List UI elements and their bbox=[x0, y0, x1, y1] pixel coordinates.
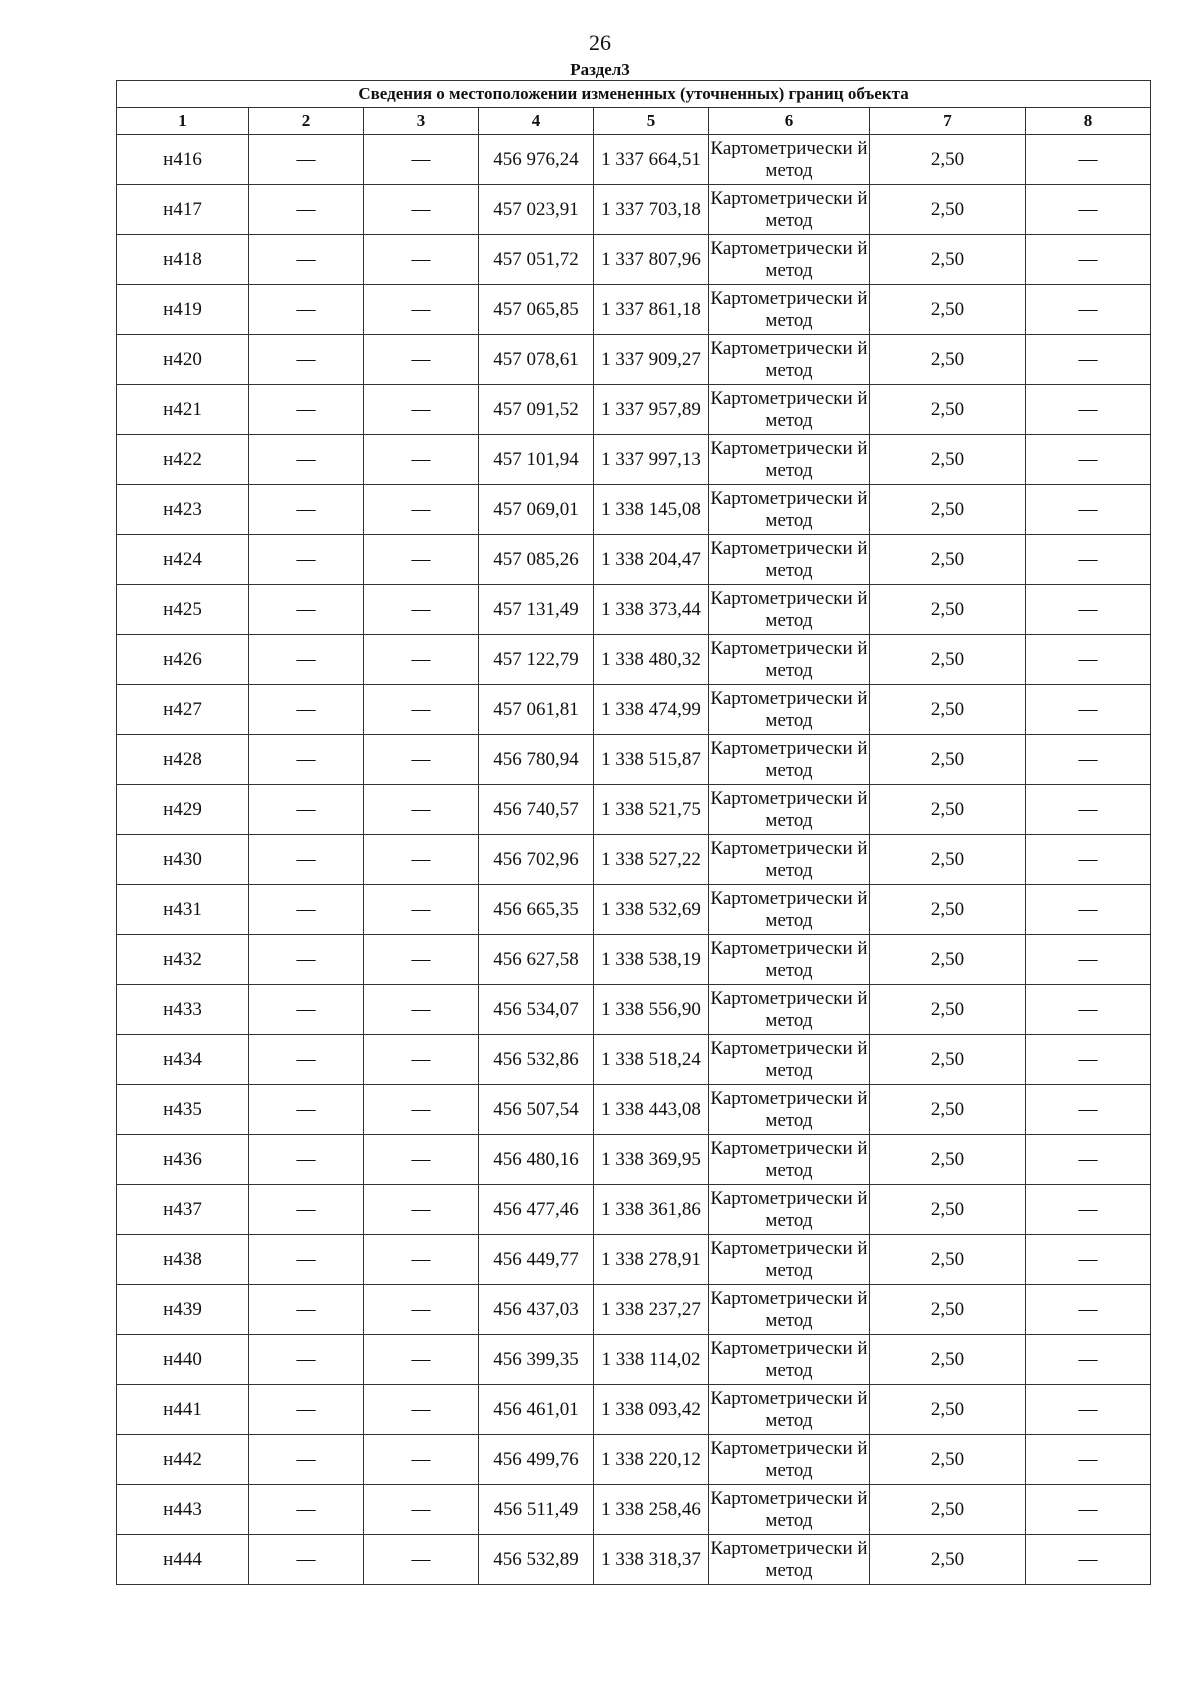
cell-method: Картометрически й метод bbox=[709, 1085, 870, 1135]
cell-accuracy: 2,50 bbox=[870, 1135, 1026, 1185]
cell-col3-value: — bbox=[364, 1285, 479, 1335]
column-number-5: 5 bbox=[594, 108, 709, 135]
cell-col3-value: — bbox=[364, 1385, 479, 1435]
cell-method: Картометрически й метод bbox=[709, 585, 870, 635]
table-row bbox=[117, 1135, 1151, 1185]
table-row bbox=[117, 885, 1151, 935]
cell-y-coordinate: 1 338 532,69 bbox=[594, 885, 709, 935]
cell-y-coordinate: 1 337 807,96 bbox=[594, 235, 709, 285]
cell-point-name: н437 bbox=[117, 1185, 249, 1235]
cell-col3-value: — bbox=[364, 1535, 479, 1585]
table-row bbox=[117, 1235, 1151, 1285]
column-number-3: 3 bbox=[364, 108, 479, 135]
cell-col2-value: — bbox=[249, 435, 364, 485]
cell-method: Картометрически й метод bbox=[709, 335, 870, 385]
cell-col3-value: — bbox=[364, 235, 479, 285]
cell-method: Картометрически й метод bbox=[709, 1435, 870, 1485]
table-row bbox=[117, 385, 1151, 435]
cell-y-coordinate: 1 338 474,99 bbox=[594, 685, 709, 735]
cell-col2-value: — bbox=[249, 1485, 364, 1535]
cell-col8-value: — bbox=[1026, 1185, 1151, 1235]
cell-y-coordinate: 1 338 556,90 bbox=[594, 985, 709, 1035]
cell-col2-value: — bbox=[249, 135, 364, 185]
cell-point-name: н435 bbox=[117, 1085, 249, 1135]
cell-point-name: н436 bbox=[117, 1135, 249, 1185]
cell-accuracy: 2,50 bbox=[870, 1485, 1026, 1535]
cell-x-coordinate: 456 480,16 bbox=[479, 1135, 594, 1185]
cell-method: Картометрически й метод bbox=[709, 985, 870, 1035]
cell-point-name: н417 bbox=[117, 185, 249, 235]
cell-col3-value: — bbox=[364, 985, 479, 1035]
cell-col2-value: — bbox=[249, 785, 364, 835]
cell-col8-value: — bbox=[1026, 485, 1151, 535]
cell-col3-value: — bbox=[364, 1335, 479, 1385]
cell-x-coordinate: 457 065,85 bbox=[479, 285, 594, 335]
cell-y-coordinate: 1 338 518,24 bbox=[594, 1035, 709, 1085]
cell-x-coordinate: 457 023,91 bbox=[479, 185, 594, 235]
cell-col8-value: — bbox=[1026, 1085, 1151, 1135]
cell-y-coordinate: 1 338 114,02 bbox=[594, 1335, 709, 1385]
table-row bbox=[117, 185, 1151, 235]
cell-x-coordinate: 456 665,35 bbox=[479, 885, 594, 935]
cell-y-coordinate: 1 337 703,18 bbox=[594, 185, 709, 235]
cell-col2-value: — bbox=[249, 285, 364, 335]
cell-point-name: н431 bbox=[117, 885, 249, 935]
cell-col8-value: — bbox=[1026, 535, 1151, 585]
cell-col8-value: — bbox=[1026, 135, 1151, 185]
cell-col3-value: — bbox=[364, 735, 479, 785]
cell-method: Картометрически й метод bbox=[709, 1035, 870, 1085]
column-number-1: 1 bbox=[117, 108, 249, 135]
cell-col8-value: — bbox=[1026, 685, 1151, 735]
cell-accuracy: 2,50 bbox=[870, 785, 1026, 835]
cell-method: Картометрически й метод bbox=[709, 685, 870, 735]
cell-point-name: н425 bbox=[117, 585, 249, 635]
cell-y-coordinate: 1 338 373,44 bbox=[594, 585, 709, 635]
cell-point-name: н438 bbox=[117, 1235, 249, 1285]
cell-col2-value: — bbox=[249, 1435, 364, 1485]
cell-col2-value: — bbox=[249, 635, 364, 685]
table-row bbox=[117, 1385, 1151, 1435]
cell-point-name: н429 bbox=[117, 785, 249, 835]
cell-method: Картометрически й метод bbox=[709, 635, 870, 685]
cell-col8-value: — bbox=[1026, 1435, 1151, 1485]
cell-y-coordinate: 1 338 521,75 bbox=[594, 785, 709, 835]
cell-col8-value: — bbox=[1026, 235, 1151, 285]
cell-x-coordinate: 456 437,03 bbox=[479, 1285, 594, 1335]
cell-col8-value: — bbox=[1026, 885, 1151, 935]
cell-col8-value: — bbox=[1026, 1135, 1151, 1185]
cell-method: Картометрически й метод bbox=[709, 735, 870, 785]
cell-method: Картометрически й метод bbox=[709, 1235, 870, 1285]
cell-y-coordinate: 1 337 664,51 bbox=[594, 135, 709, 185]
cell-col8-value: — bbox=[1026, 635, 1151, 685]
cell-method: Картометрически й метод bbox=[709, 535, 870, 585]
column-number-4: 4 bbox=[479, 108, 594, 135]
cell-col3-value: — bbox=[364, 585, 479, 635]
cell-col2-value: — bbox=[249, 485, 364, 535]
cell-col3-value: — bbox=[364, 285, 479, 335]
table-row bbox=[117, 835, 1151, 885]
cell-accuracy: 2,50 bbox=[870, 985, 1026, 1035]
cell-col2-value: — bbox=[249, 385, 364, 435]
page-number: 26 bbox=[589, 30, 611, 55]
cell-point-name: н442 bbox=[117, 1435, 249, 1485]
cell-point-name: н420 bbox=[117, 335, 249, 385]
cell-y-coordinate: 1 338 093,42 bbox=[594, 1385, 709, 1435]
cell-col8-value: — bbox=[1026, 1485, 1151, 1535]
cell-point-name: н419 bbox=[117, 285, 249, 335]
cell-accuracy: 2,50 bbox=[870, 1335, 1026, 1385]
cell-accuracy: 2,50 bbox=[870, 435, 1026, 485]
cell-col8-value: — bbox=[1026, 435, 1151, 485]
cell-x-coordinate: 456 511,49 bbox=[479, 1485, 594, 1535]
cell-point-name: н423 bbox=[117, 485, 249, 535]
cell-x-coordinate: 457 122,79 bbox=[479, 635, 594, 685]
cell-x-coordinate: 456 534,07 bbox=[479, 985, 594, 1035]
cell-accuracy: 2,50 bbox=[870, 1435, 1026, 1485]
cell-x-coordinate: 457 061,81 bbox=[479, 685, 594, 735]
cell-method: Картометрически й метод bbox=[709, 785, 870, 835]
cell-col2-value: — bbox=[249, 1285, 364, 1335]
cell-y-coordinate: 1 338 369,95 bbox=[594, 1135, 709, 1185]
table-row bbox=[117, 985, 1151, 1035]
cell-point-name: н443 bbox=[117, 1485, 249, 1535]
table-caption: Сведения о местоположении измененных (уточненных) границ объекта bbox=[117, 81, 1151, 108]
cell-accuracy: 2,50 bbox=[870, 685, 1026, 735]
cell-col2-value: — bbox=[249, 835, 364, 885]
cell-x-coordinate: 456 627,58 bbox=[479, 935, 594, 985]
table-row bbox=[117, 235, 1151, 285]
cell-method: Картометрически й метод bbox=[709, 235, 870, 285]
cell-col2-value: — bbox=[249, 535, 364, 585]
cell-y-coordinate: 1 338 480,32 bbox=[594, 635, 709, 685]
cell-accuracy: 2,50 bbox=[870, 1085, 1026, 1135]
cell-point-name: н430 bbox=[117, 835, 249, 885]
cell-accuracy: 2,50 bbox=[870, 1235, 1026, 1285]
cell-col3-value: — bbox=[364, 1085, 479, 1135]
cell-method: Картометрически й метод bbox=[709, 385, 870, 435]
cell-x-coordinate: 456 461,01 bbox=[479, 1385, 594, 1435]
cell-col3-value: — bbox=[364, 1185, 479, 1235]
cell-y-coordinate: 1 338 318,37 bbox=[594, 1535, 709, 1585]
cell-accuracy: 2,50 bbox=[870, 585, 1026, 635]
cell-x-coordinate: 457 085,26 bbox=[479, 535, 594, 585]
cell-accuracy: 2,50 bbox=[870, 135, 1026, 185]
cell-col2-value: — bbox=[249, 1185, 364, 1235]
cell-y-coordinate: 1 338 204,47 bbox=[594, 535, 709, 585]
cell-x-coordinate: 456 532,89 bbox=[479, 1535, 594, 1585]
table-row bbox=[117, 1185, 1151, 1235]
cell-col3-value: — bbox=[364, 485, 479, 535]
cell-x-coordinate: 457 069,01 bbox=[479, 485, 594, 535]
table-row bbox=[117, 1035, 1151, 1085]
cell-x-coordinate: 457 078,61 bbox=[479, 335, 594, 385]
cell-method: Картометрически й метод bbox=[709, 1285, 870, 1335]
cell-col8-value: — bbox=[1026, 985, 1151, 1035]
table-row bbox=[117, 785, 1151, 835]
cell-col8-value: — bbox=[1026, 1035, 1151, 1085]
cell-method: Картометрически й метод bbox=[709, 185, 870, 235]
column-number-8: 8 bbox=[1026, 108, 1151, 135]
cell-x-coordinate: 456 702,96 bbox=[479, 835, 594, 885]
cell-y-coordinate: 1 337 909,27 bbox=[594, 335, 709, 385]
cell-col8-value: — bbox=[1026, 335, 1151, 385]
cell-method: Картометрически й метод bbox=[709, 1135, 870, 1185]
table-row bbox=[117, 1335, 1151, 1385]
cell-accuracy: 2,50 bbox=[870, 185, 1026, 235]
cell-col3-value: — bbox=[364, 885, 479, 935]
cell-y-coordinate: 1 337 861,18 bbox=[594, 285, 709, 335]
cell-accuracy: 2,50 bbox=[870, 335, 1026, 385]
cell-accuracy: 2,50 bbox=[870, 1285, 1026, 1335]
cell-x-coordinate: 456 976,24 bbox=[479, 135, 594, 185]
cell-x-coordinate: 456 399,35 bbox=[479, 1335, 594, 1385]
cell-point-name: н432 bbox=[117, 935, 249, 985]
table-row bbox=[117, 735, 1151, 785]
cell-col8-value: — bbox=[1026, 1385, 1151, 1435]
section-title: Раздел3 bbox=[570, 60, 630, 79]
cell-col3-value: — bbox=[364, 785, 479, 835]
cell-col3-value: — bbox=[364, 435, 479, 485]
cell-method: Картометрически й метод bbox=[709, 885, 870, 935]
cell-col8-value: — bbox=[1026, 285, 1151, 335]
cell-accuracy: 2,50 bbox=[870, 235, 1026, 285]
cell-point-name: н434 bbox=[117, 1035, 249, 1085]
cell-col3-value: — bbox=[364, 1135, 479, 1185]
cell-method: Картометрически й метод bbox=[709, 1485, 870, 1535]
cell-x-coordinate: 456 477,46 bbox=[479, 1185, 594, 1235]
cell-col8-value: — bbox=[1026, 785, 1151, 835]
cell-x-coordinate: 456 532,86 bbox=[479, 1035, 594, 1085]
table-row bbox=[117, 1535, 1151, 1585]
cell-col3-value: — bbox=[364, 685, 479, 735]
cell-col2-value: — bbox=[249, 735, 364, 785]
cell-method: Картометрически й метод bbox=[709, 1185, 870, 1235]
table-row bbox=[117, 935, 1151, 985]
cell-x-coordinate: 457 101,94 bbox=[479, 435, 594, 485]
cell-y-coordinate: 1 338 220,12 bbox=[594, 1435, 709, 1485]
column-number-row bbox=[117, 108, 1151, 135]
cell-col2-value: — bbox=[249, 885, 364, 935]
cell-accuracy: 2,50 bbox=[870, 535, 1026, 585]
cell-x-coordinate: 457 091,52 bbox=[479, 385, 594, 435]
table-row bbox=[117, 1435, 1151, 1485]
cell-col3-value: — bbox=[364, 1485, 479, 1535]
cell-point-name: н441 bbox=[117, 1385, 249, 1435]
cell-x-coordinate: 456 740,57 bbox=[479, 785, 594, 835]
cell-accuracy: 2,50 bbox=[870, 735, 1026, 785]
cell-method: Картометрически й метод bbox=[709, 485, 870, 535]
table-row bbox=[117, 135, 1151, 185]
table-row bbox=[117, 485, 1151, 535]
cell-point-name: н416 bbox=[117, 135, 249, 185]
table-row bbox=[117, 535, 1151, 585]
cell-accuracy: 2,50 bbox=[870, 485, 1026, 535]
cell-method: Картометрически й метод bbox=[709, 1335, 870, 1385]
cell-col8-value: — bbox=[1026, 385, 1151, 435]
column-number-7: 7 bbox=[870, 108, 1026, 135]
cell-point-name: н426 bbox=[117, 635, 249, 685]
table-row bbox=[117, 285, 1151, 335]
cell-col2-value: — bbox=[249, 985, 364, 1035]
cell-accuracy: 2,50 bbox=[870, 935, 1026, 985]
cell-col8-value: — bbox=[1026, 735, 1151, 785]
cell-col3-value: — bbox=[364, 385, 479, 435]
cell-accuracy: 2,50 bbox=[870, 885, 1026, 935]
cell-point-name: н424 bbox=[117, 535, 249, 585]
cell-method: Картометрически й метод bbox=[709, 935, 870, 985]
cell-col2-value: — bbox=[249, 685, 364, 735]
cell-col3-value: — bbox=[364, 935, 479, 985]
cell-accuracy: 2,50 bbox=[870, 285, 1026, 335]
cell-col2-value: — bbox=[249, 1135, 364, 1185]
table-row bbox=[117, 585, 1151, 635]
cell-accuracy: 2,50 bbox=[870, 1185, 1026, 1235]
cell-accuracy: 2,50 bbox=[870, 1535, 1026, 1585]
cell-col3-value: — bbox=[364, 335, 479, 385]
cell-x-coordinate: 456 507,54 bbox=[479, 1085, 594, 1135]
table-body bbox=[117, 135, 1151, 1585]
cell-y-coordinate: 1 338 538,19 bbox=[594, 935, 709, 985]
table-row bbox=[117, 435, 1151, 485]
cell-y-coordinate: 1 338 145,08 bbox=[594, 485, 709, 535]
cell-point-name: н422 bbox=[117, 435, 249, 485]
cell-col2-value: — bbox=[249, 1385, 364, 1435]
cell-col2-value: — bbox=[249, 1335, 364, 1385]
cell-x-coordinate: 457 131,49 bbox=[479, 585, 594, 635]
cell-col2-value: — bbox=[249, 235, 364, 285]
cell-y-coordinate: 1 337 997,13 bbox=[594, 435, 709, 485]
cell-col3-value: — bbox=[364, 135, 479, 185]
cell-x-coordinate: 456 499,76 bbox=[479, 1435, 594, 1485]
cell-x-coordinate: 456 780,94 bbox=[479, 735, 594, 785]
cell-col3-value: — bbox=[364, 1035, 479, 1085]
cell-point-name: н418 bbox=[117, 235, 249, 285]
cell-col8-value: — bbox=[1026, 1535, 1151, 1585]
cell-col8-value: — bbox=[1026, 1285, 1151, 1335]
table-row bbox=[117, 1085, 1151, 1135]
cell-y-coordinate: 1 338 515,87 bbox=[594, 735, 709, 785]
column-number-2: 2 bbox=[249, 108, 364, 135]
cell-method: Картометрически й метод bbox=[709, 1535, 870, 1585]
table-row bbox=[117, 1285, 1151, 1335]
cell-method: Картометрически й метод bbox=[709, 435, 870, 485]
cell-col3-value: — bbox=[364, 1435, 479, 1485]
cell-x-coordinate: 457 051,72 bbox=[479, 235, 594, 285]
cell-method: Картометрически й метод bbox=[709, 135, 870, 185]
cell-accuracy: 2,50 bbox=[870, 835, 1026, 885]
cell-col3-value: — bbox=[364, 635, 479, 685]
table-row bbox=[117, 1485, 1151, 1535]
table-row bbox=[117, 635, 1151, 685]
cell-col8-value: — bbox=[1026, 1235, 1151, 1285]
cell-col2-value: — bbox=[249, 1535, 364, 1585]
cell-col3-value: — bbox=[364, 535, 479, 585]
cell-y-coordinate: 1 338 443,08 bbox=[594, 1085, 709, 1135]
cell-col2-value: — bbox=[249, 185, 364, 235]
boundary-table bbox=[116, 80, 1151, 1585]
column-number-6: 6 bbox=[709, 108, 870, 135]
table-row bbox=[117, 685, 1151, 735]
cell-col3-value: — bbox=[364, 835, 479, 885]
cell-accuracy: 2,50 bbox=[870, 1385, 1026, 1435]
cell-method: Картометрически й метод bbox=[709, 285, 870, 335]
cell-x-coordinate: 456 449,77 bbox=[479, 1235, 594, 1285]
cell-col8-value: — bbox=[1026, 185, 1151, 235]
cell-col2-value: — bbox=[249, 585, 364, 635]
cell-y-coordinate: 1 338 527,22 bbox=[594, 835, 709, 885]
cell-method: Картометрически й метод bbox=[709, 835, 870, 885]
cell-y-coordinate: 1 338 361,86 bbox=[594, 1185, 709, 1235]
cell-col2-value: — bbox=[249, 935, 364, 985]
cell-col8-value: — bbox=[1026, 835, 1151, 885]
table-row bbox=[117, 335, 1151, 385]
cell-point-name: н444 bbox=[117, 1535, 249, 1585]
cell-point-name: н433 bbox=[117, 985, 249, 1035]
cell-col2-value: — bbox=[249, 1085, 364, 1135]
cell-point-name: н440 bbox=[117, 1335, 249, 1385]
cell-col8-value: — bbox=[1026, 585, 1151, 635]
cell-point-name: н421 bbox=[117, 385, 249, 435]
cell-y-coordinate: 1 337 957,89 bbox=[594, 385, 709, 435]
cell-y-coordinate: 1 338 258,46 bbox=[594, 1485, 709, 1535]
cell-col2-value: — bbox=[249, 1235, 364, 1285]
cell-accuracy: 2,50 bbox=[870, 385, 1026, 435]
cell-point-name: н439 bbox=[117, 1285, 249, 1335]
cell-col2-value: — bbox=[249, 335, 364, 385]
cell-y-coordinate: 1 338 278,91 bbox=[594, 1235, 709, 1285]
cell-accuracy: 2,50 bbox=[870, 635, 1026, 685]
cell-point-name: н428 bbox=[117, 735, 249, 785]
cell-y-coordinate: 1 338 237,27 bbox=[594, 1285, 709, 1335]
cell-accuracy: 2,50 bbox=[870, 1035, 1026, 1085]
cell-col2-value: — bbox=[249, 1035, 364, 1085]
cell-col3-value: — bbox=[364, 185, 479, 235]
cell-point-name: н427 bbox=[117, 685, 249, 735]
cell-method: Картометрически й метод bbox=[709, 1385, 870, 1435]
cell-col8-value: — bbox=[1026, 1335, 1151, 1385]
cell-col3-value: — bbox=[364, 1235, 479, 1285]
cell-col8-value: — bbox=[1026, 935, 1151, 985]
